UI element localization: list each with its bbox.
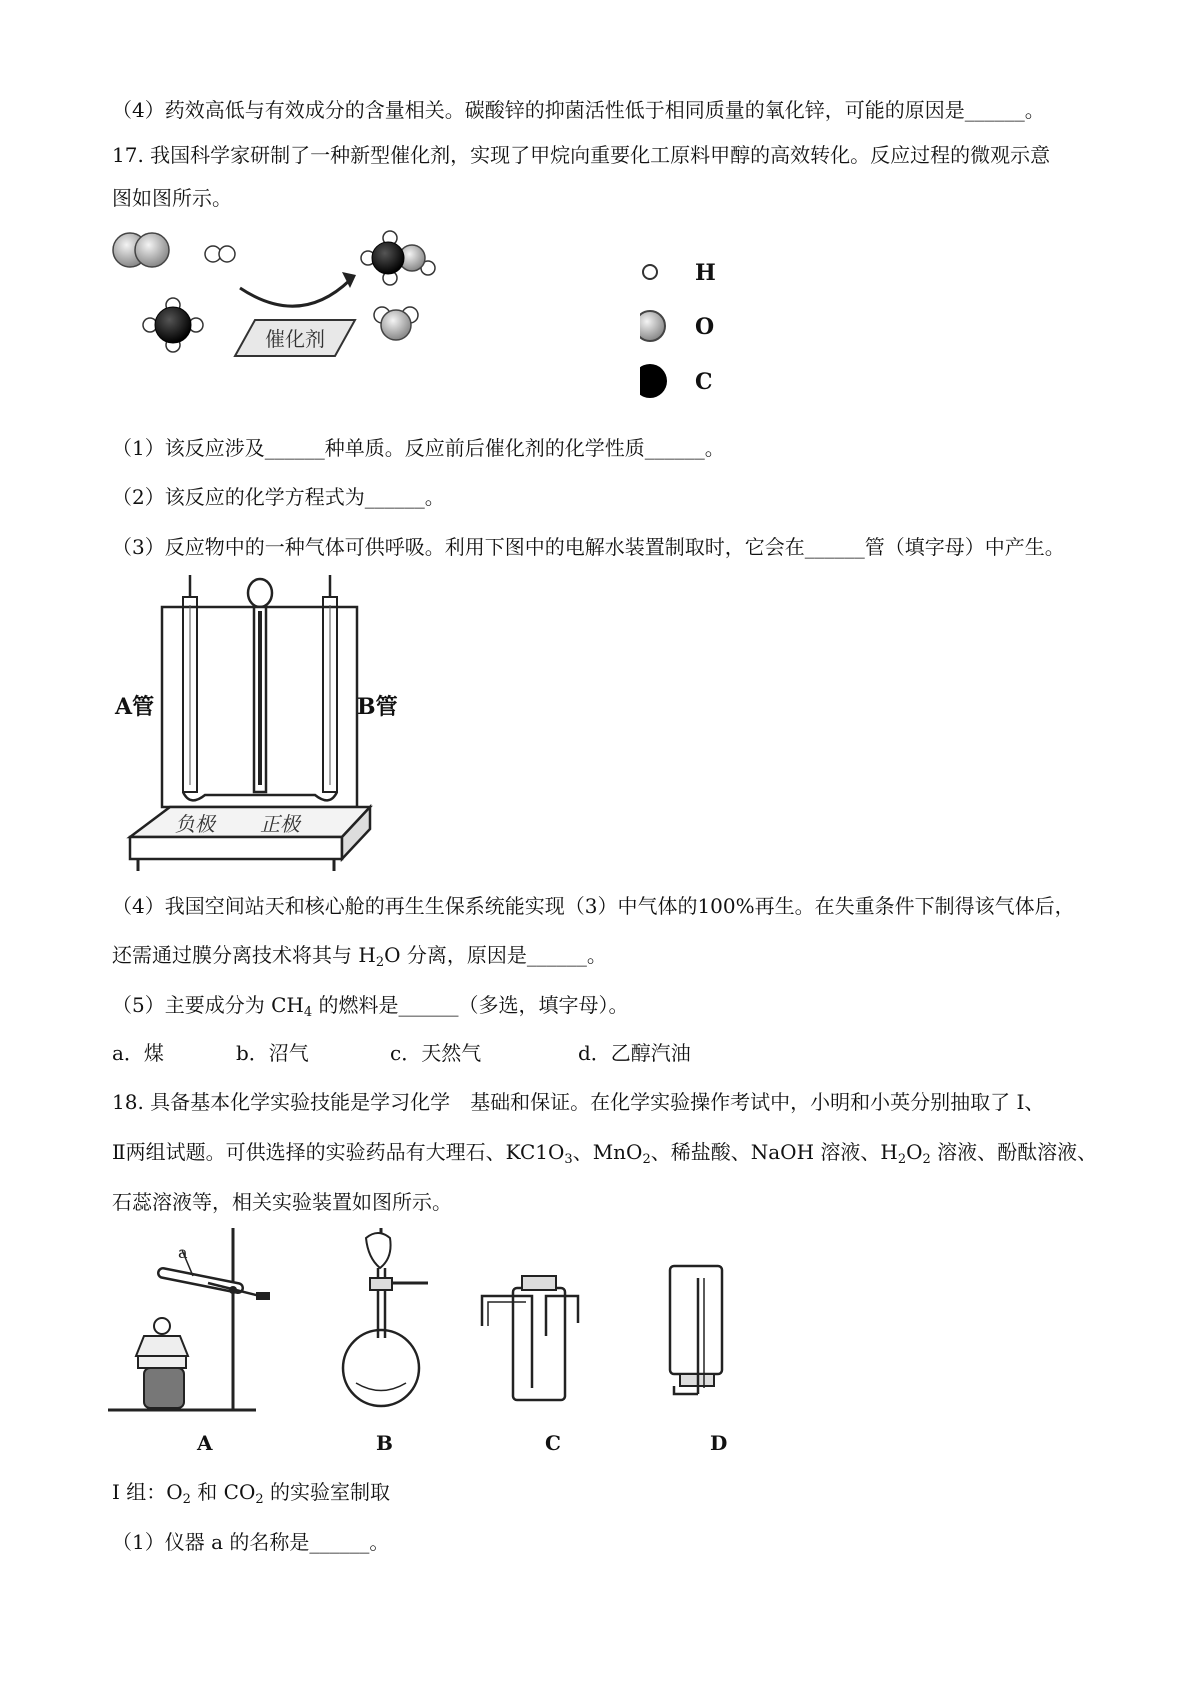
q17-part4-text-b: O 分离，原因是______。 xyxy=(384,943,607,967)
q18-group1-a: I 组：O xyxy=(112,1480,183,1504)
q18-stem2-sub3: 2 xyxy=(897,1152,907,1167)
electrolysis-apparatus xyxy=(110,575,430,880)
choice-a: a．煤 xyxy=(112,1041,164,1065)
q18-stem2-sub2: 2 xyxy=(642,1152,651,1167)
q17-part5 xyxy=(112,990,628,1028)
reaction-arrow xyxy=(240,280,350,306)
q18-stem-line2 xyxy=(112,1137,1097,1175)
q18-stem-line3: 石蕊溶液等，相关实验装置如图所示。 xyxy=(112,1190,452,1214)
q18-stem2-b: 、MnO xyxy=(572,1140,643,1164)
q18-group1-b: 和 CO xyxy=(190,1480,256,1504)
carbon-atom-icon xyxy=(640,364,667,398)
q17-part5-sub: 4 xyxy=(303,1005,313,1020)
legend-o: O xyxy=(695,314,715,340)
q17-part4-text-a: 还需通过膜分离技术将其与 H xyxy=(112,943,376,967)
h2o-molecule xyxy=(374,307,418,340)
label-c: C xyxy=(545,1431,561,1455)
ch4-molecule xyxy=(143,298,203,352)
oxygen-atom-icon xyxy=(640,311,665,341)
base-top xyxy=(130,807,370,837)
label-b: B xyxy=(376,1431,393,1455)
q17-part2: （2）该反应的化学方程式为______。 xyxy=(112,485,445,509)
ch3oh-molecule xyxy=(361,231,435,285)
q17-part4-line1: （4）我国空间站天和核心舱的再生生保系统能实现（3）中气体的100%再生。在失重条件下制得该气体后， xyxy=(112,894,1075,918)
q17-part4-line2 xyxy=(112,940,607,978)
q18-stem2-sub1: 3 xyxy=(564,1152,573,1167)
catalyst-plate xyxy=(235,320,355,356)
q17-part4-sub: 2 xyxy=(375,955,385,970)
legend-h: H xyxy=(695,260,716,286)
negative-electrode-label: 负极 xyxy=(175,812,215,836)
label-a: A xyxy=(197,1431,213,1455)
q18-stem2-d: O xyxy=(906,1140,923,1164)
apparatus-c xyxy=(482,1276,578,1400)
atom-legend-symbols xyxy=(640,258,700,408)
choice-d: d．乙醇汽油 xyxy=(578,1041,691,1065)
q18-stem2-c: 、稀盐酸、NaOH 溶液、H xyxy=(650,1140,898,1164)
h2-molecule xyxy=(205,246,235,262)
q17-stem-line1: 17. 我国科学家研制了一种新型催化剂，实现了甲烷向重要化工原料甲醇的高效转化。反应过程的微观示意 xyxy=(112,143,1051,167)
choice-c: c．天然气 xyxy=(390,1041,482,1065)
catalyst-label: 催化剂 xyxy=(265,327,325,351)
apparatus-a xyxy=(108,1228,270,1410)
hydrogen-atom-icon xyxy=(643,265,657,279)
middle-funnel xyxy=(248,579,272,792)
lab-apparatus-figure xyxy=(108,1228,808,1428)
q18-stem-line1: 18. 具备基本化学实验技能是学习化学 基础和保证。在化学实验操作考试中，小明和小英分别抽取了 I、 xyxy=(112,1090,1045,1114)
q18-group1-title xyxy=(112,1477,390,1515)
q16-part4: （4）药效高低与有效成分的含量相关。碳酸锌的抑菌活性低于相同质量的氧化锌，可能的原因是______。 xyxy=(112,98,1045,122)
tube-b-label: B管 xyxy=(357,694,398,720)
q17-part5-text-a: （5）主要成分为 CH xyxy=(112,993,304,1017)
base-front xyxy=(130,837,342,859)
q17-part3: （3）反应物中的一种气体可供呼吸。利用下图中的电解水装置制取时，它会在______管（填字母）中产生。 xyxy=(112,535,1065,559)
positive-electrode-label: 正极 xyxy=(260,812,300,836)
q18-group1-sub2: 2 xyxy=(255,1492,264,1507)
q18-group1-sub1: 2 xyxy=(182,1492,191,1507)
apparatus-b xyxy=(343,1228,428,1406)
q18-part1: （1）仪器 a 的名称是______。 xyxy=(112,1530,390,1554)
q17-stem-line2: 图如图所示。 xyxy=(112,186,232,210)
q17-part5-text-b: 的燃料是______（多选，填字母）。 xyxy=(312,993,629,1017)
q18-group1-c: 的实验室制取 xyxy=(263,1480,390,1504)
choice-b: b．沼气 xyxy=(236,1041,309,1065)
reaction-micro-diagram xyxy=(110,228,490,388)
o2-molecule xyxy=(113,233,169,267)
tube-a-label: A管 xyxy=(115,694,155,720)
q18-stem2-e: 溶液、酚酞溶液、 xyxy=(930,1140,1098,1164)
instrument-a-marker: a xyxy=(178,1243,188,1262)
q17-part1: （1）该反应涉及______种单质。反应前后催化剂的化学性质______。 xyxy=(112,436,725,460)
q18-stem2-sub4: 2 xyxy=(922,1152,931,1167)
q18-stem2-a: Ⅱ两组试题。可供选择的实验药品有大理石、KC1O xyxy=(112,1140,565,1164)
apparatus-d xyxy=(670,1266,722,1394)
legend-c: C xyxy=(695,369,713,395)
label-d: D xyxy=(710,1431,728,1455)
